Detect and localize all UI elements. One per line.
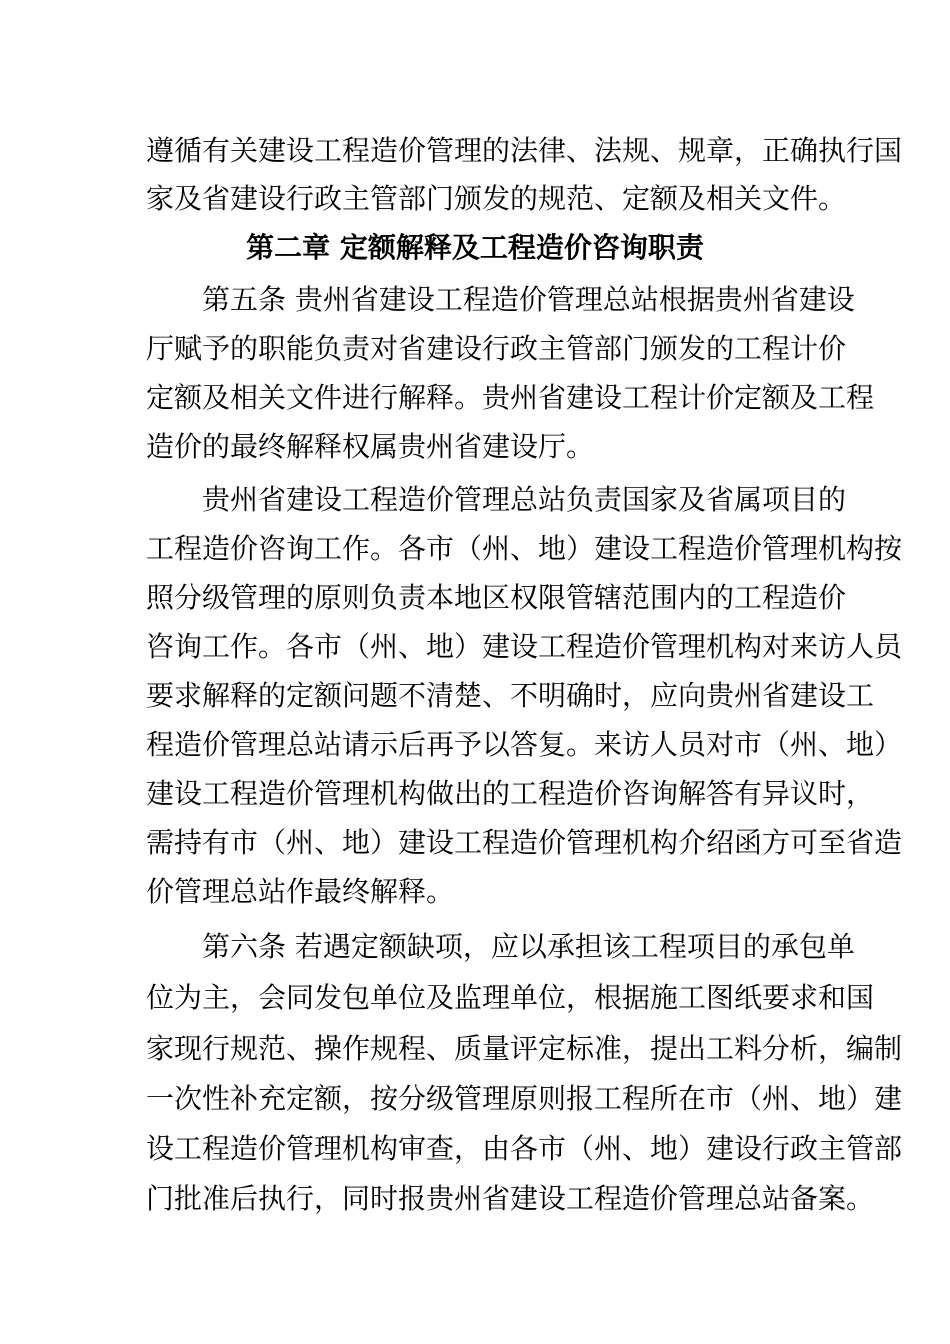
paragraph2-line-1: 贵州省建设工程造价管理总站负责国家及省属项目的 <box>202 483 847 516</box>
intro-line-1: 遵循有关建设工程造价管理的法律、法规、规章，正确执行国 <box>146 134 903 167</box>
paragraph2-line-5: 要求解释的定额问题不清楚、不明确时，应向贵州省建设工 <box>146 679 875 712</box>
paragraph2-line-2: 工程造价咨询工作。各市（州、地）建设工程造价管理机构按 <box>146 532 903 565</box>
paragraph2-line-3: 照分级管理的原则负责本地区权限管辖范围内的工程造价 <box>146 581 847 614</box>
paragraph2-line-7: 建设工程造价管理机构做出的工程造价咨询解答有异议时， <box>146 777 875 810</box>
article5-line-1: 第五条 贵州省建设工程造价管理总站根据贵州省建设 <box>202 283 855 316</box>
article5-line-2: 厅赋予的职能负责对省建设行政主管部门颁发的工程计价 <box>146 332 847 365</box>
paragraph2-line-9: 价管理总站作最终解释。 <box>146 875 455 908</box>
article6-line-6: 门批准后执行，同时报贵州省建设工程造价管理总站备案。 <box>146 1182 875 1215</box>
article6-line-1: 第六条 若遇定额缺项，应以承担该工程项目的承包单 <box>202 930 855 963</box>
article6-line-3: 家现行规范、操作规程、质量评定标准，提出工料分析，编制 <box>146 1032 903 1065</box>
paragraph2-line-4: 咨询工作。各市（州、地）建设工程造价管理机构对来访人员 <box>146 630 903 663</box>
article6-line-2: 位为主，会同发包单位及监理单位，根据施工图纸要求和国 <box>146 981 875 1014</box>
article6-line-4: 一次性补充定额，按分级管理原则报工程所在市（州、地）建 <box>146 1082 903 1115</box>
paragraph2-line-6: 程造价管理总站请示后再予以答复。来访人员对市（州、地） <box>146 728 903 761</box>
article5-line-4: 造价的最终解释权属贵州省建设厅。 <box>146 430 595 463</box>
intro-line-2: 家及省建设行政主管部门颁发的规范、定额及相关文件。 <box>146 182 847 215</box>
article6-line-5: 设工程造价管理机构审查，由各市（州、地）建设行政主管部 <box>146 1132 903 1165</box>
chapter-heading: 第二章 定额解释及工程造价咨询职责 <box>246 231 704 264</box>
article5-line-3: 定额及相关文件进行解释。贵州省建设工程计价定额及工程 <box>146 381 875 414</box>
paragraph2-line-8: 需持有市（州、地）建设工程造价管理机构介绍函方可至省造 <box>146 826 903 859</box>
